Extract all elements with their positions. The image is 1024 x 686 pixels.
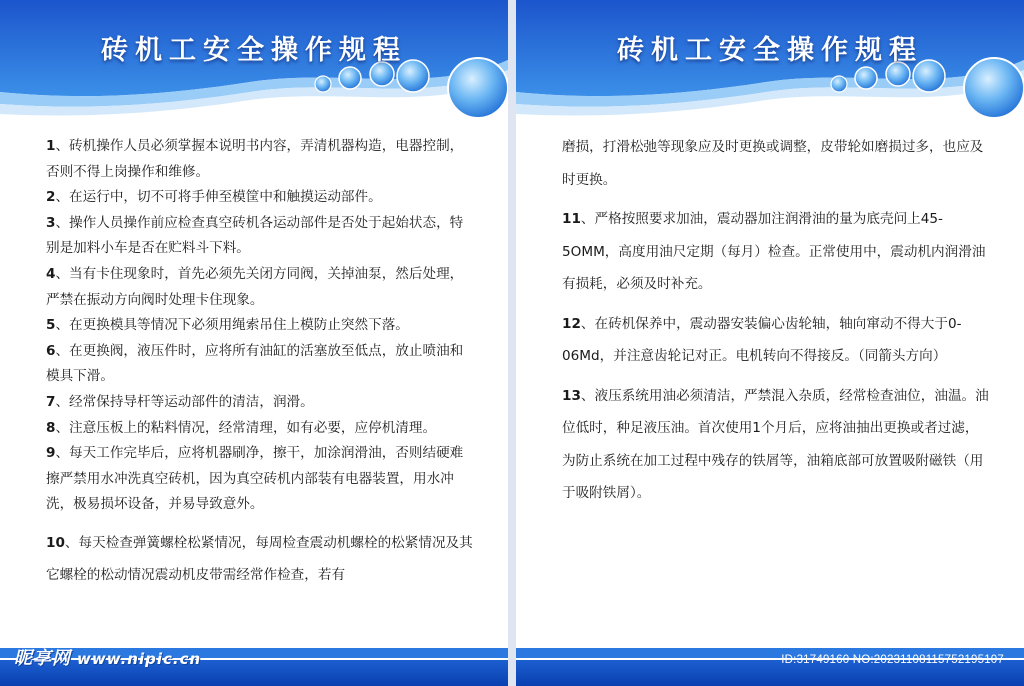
rule-item: 12、在砖机保养中，震动器安装偏心齿轮轴，轴向窜动不得大于0-06Md，并注意齿轮记对正。电机转向不得接反。（同箭头方向）: [562, 315, 962, 364]
image-id-line: ID:31749160 NO:20231108115752195107: [781, 654, 1004, 666]
rule-item: 10、每天检查弹簧螺栓松紧情况，每周检查震动机螺栓的松紧情况及其它螺栓的松动情况震动机皮带需经常作检查，若有: [46, 534, 473, 583]
rule-item: 9、每天工作完毕后，应将机器刷净，擦干，加涂润滑油，否则结硬难擦严禁用水冲洗真空砖机，因为真空砖机内部装有电器装置，用水冲洗，极易损坏设备，并易导致意外。: [46, 445, 464, 513]
rule-item: 2、在运行中，切不可将手伸至模筐中和触摸运动部件。: [46, 189, 382, 206]
rule-item: 6、在更换阀，液压件时，应将所有油缸的活塞放至低点，放止喷油和模具下滑。: [46, 342, 464, 385]
right-page: [516, 0, 1024, 686]
header-banner: [516, 0, 1024, 125]
rule-item: 5、在更换模具等情况下必须用绳索吊住上模防止突然下落。: [46, 317, 409, 334]
page-divider: [508, 0, 516, 686]
footer-band: [516, 646, 1024, 686]
footer-band: [0, 646, 508, 686]
rule-item: 13、液压系统用油必须清洁，严禁混入杂质，经常检查油位，油温。油位低时，种足液压油。首次使用1个月后，应将油抽出更换或者过滤，为防止系统在加工过程中残存的铁屑等，油箱底部可放置吸附磁铁（用于吸附铁屑）。: [562, 387, 989, 501]
rule-item: 1、砖机操作人员必须掌握本说明书内容，弄清机器构造，电器控制，否则不得上岗操作和维修。: [46, 138, 464, 180]
header-banner: [0, 0, 508, 125]
page-title: 砖机工安全操作规程: [101, 35, 407, 66]
rule-item: 11、严格按照要求加油，震动器加注润滑油的量为底壳问上45-5OMM，高度用油尺定期（每月）检查。正常使用中，震动机内润滑油有损耗，必须及时补充。: [562, 211, 986, 292]
rule-item: 4、当有卡住现象时，首先必须先关闭方同阀，关掉油泵，然后处理，严禁在振动方向阀时处理卡住现象。: [46, 265, 464, 308]
regulations-list: [46, 134, 476, 591]
rule-item: 8、注意压板上的粘料情况，经常清理，如有必要，应停机清理。: [46, 419, 437, 436]
rule-item: 7、经常保持导杆等运动部件的清洁，润滑。: [46, 393, 314, 410]
page-title: 砖机工安全操作规程: [617, 35, 923, 66]
left-page: [0, 0, 508, 686]
rule-item: 3、操作人员操作前应检查真空砖机各运动部件是否处于起始状态，特别是加料小车是否在贮料斗下料。: [46, 214, 464, 257]
rule-item: 磨损，打滑松弛等现象应及时更换或调整，皮带轮如磨损过多，也应及时更换。: [562, 139, 984, 188]
regulations-list: [562, 131, 992, 517]
watermark: 昵享网 www.nipic.cn: [14, 648, 202, 669]
